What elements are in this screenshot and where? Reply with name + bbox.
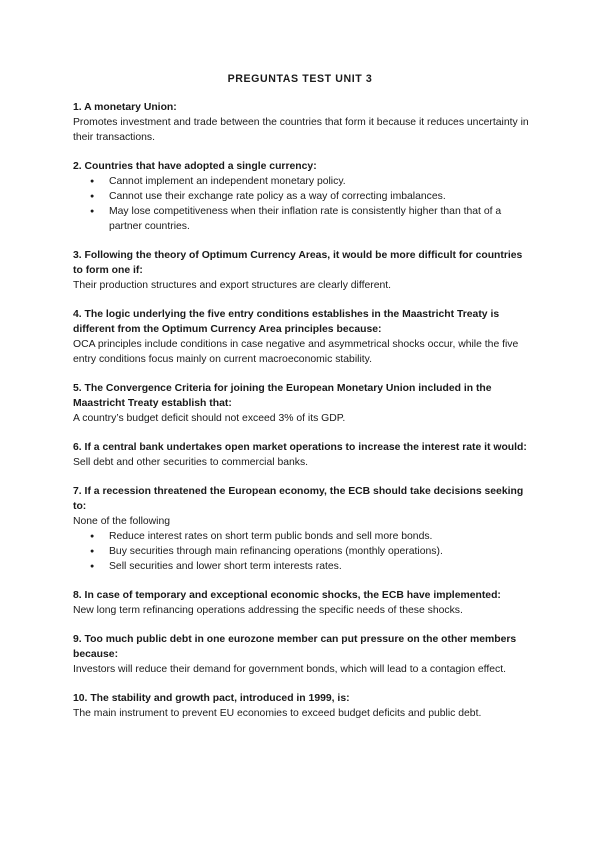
question-text: 9. Too much public debt in one eurozone member can put pressure on the other members because: — [73, 634, 517, 660]
answer-bullet: ● May lose competitiveness when their inflation rate is consistently higher than that of a partner countries. — [109, 204, 533, 234]
question-item — [73, 588, 533, 618]
answer-text: The main instrument to prevent EU economies to exceed budget deficits and public debt. — [73, 708, 482, 719]
answer-text: New long term refinancing operations addressing the specific needs of these shocks. — [73, 605, 463, 616]
answer-text: A country’s budget deficit should not exceed 3% of its GDP. — [73, 413, 346, 424]
answer-text: Sell debt and other securities to commercial banks. — [73, 457, 309, 468]
question-text: 3. Following the theory of Optimum Currency Areas, it would be more difficult for countries to form one if: — [73, 250, 523, 276]
question-item — [73, 381, 533, 426]
answer-text: Investors will reduce their demand for government bonds, which will lead to a contagion effect. — [73, 664, 506, 675]
question-text: 4. The logic underlying the five entry conditions establishes in the Maastricht Treaty is different from the Optimum Currency Area principles because: — [73, 309, 500, 335]
answer-bullet: ● Buy securities through main refinancing operations (monthly operations). — [109, 544, 533, 559]
question-text: 7. If a recession threatened the European economy, the ECB should take decisions seeking to: — [73, 486, 524, 512]
answer-bullet: ● Sell securities and lower short term interests rates. — [109, 559, 533, 574]
question-item — [73, 484, 533, 574]
answer-text: OCA principles include conditions in case negative and asymmetrical shocks occur, while the five entry conditions focus mainly on current macroeconomic stability. — [73, 339, 519, 365]
answer-bullet: ● Cannot use their exchange rate policy as a way of correcting imbalances. — [109, 189, 533, 204]
question-text: 5. The Convergence Criteria for joining the European Monetary Union included in the Maastricht Treaty establish that: — [73, 383, 492, 409]
question-list — [73, 100, 533, 735]
question-text: 1. A monetary Union: — [73, 102, 177, 113]
question-item — [73, 632, 533, 677]
question-item — [73, 159, 533, 234]
question-text: 6. If a central bank undertakes open market operations to increase the interest rate it would: — [73, 442, 527, 453]
question-text: 2. Countries that have adopted a single currency: — [73, 161, 317, 172]
answer-text: Promotes investment and trade between the countries that form it because it reduces uncertainty in their transactions. — [73, 117, 529, 143]
question-item — [73, 100, 533, 145]
question-text: 10. The stability and growth pact, introduced in 1999, is: — [73, 693, 350, 704]
answer-text: Their production structures and export structures are clearly different. — [73, 280, 392, 291]
answer-bullet-list — [73, 174, 533, 234]
answer-text: None of the following — [73, 516, 171, 527]
answer-bullet-list — [73, 529, 533, 574]
question-text: 8. In case of temporary and exceptional economic shocks, the ECB have implemented: — [73, 590, 501, 601]
answer-bullet: ● Reduce interest rates on short term public bonds and sell more bonds. — [109, 529, 533, 544]
question-item — [73, 248, 533, 293]
answer-bullet: ● Cannot implement an independent monetary policy. — [109, 174, 533, 189]
question-item — [73, 691, 533, 721]
question-item — [73, 307, 533, 367]
question-item — [73, 440, 533, 470]
page-title: PREGUNTAS TEST UNIT 3 — [227, 73, 373, 85]
